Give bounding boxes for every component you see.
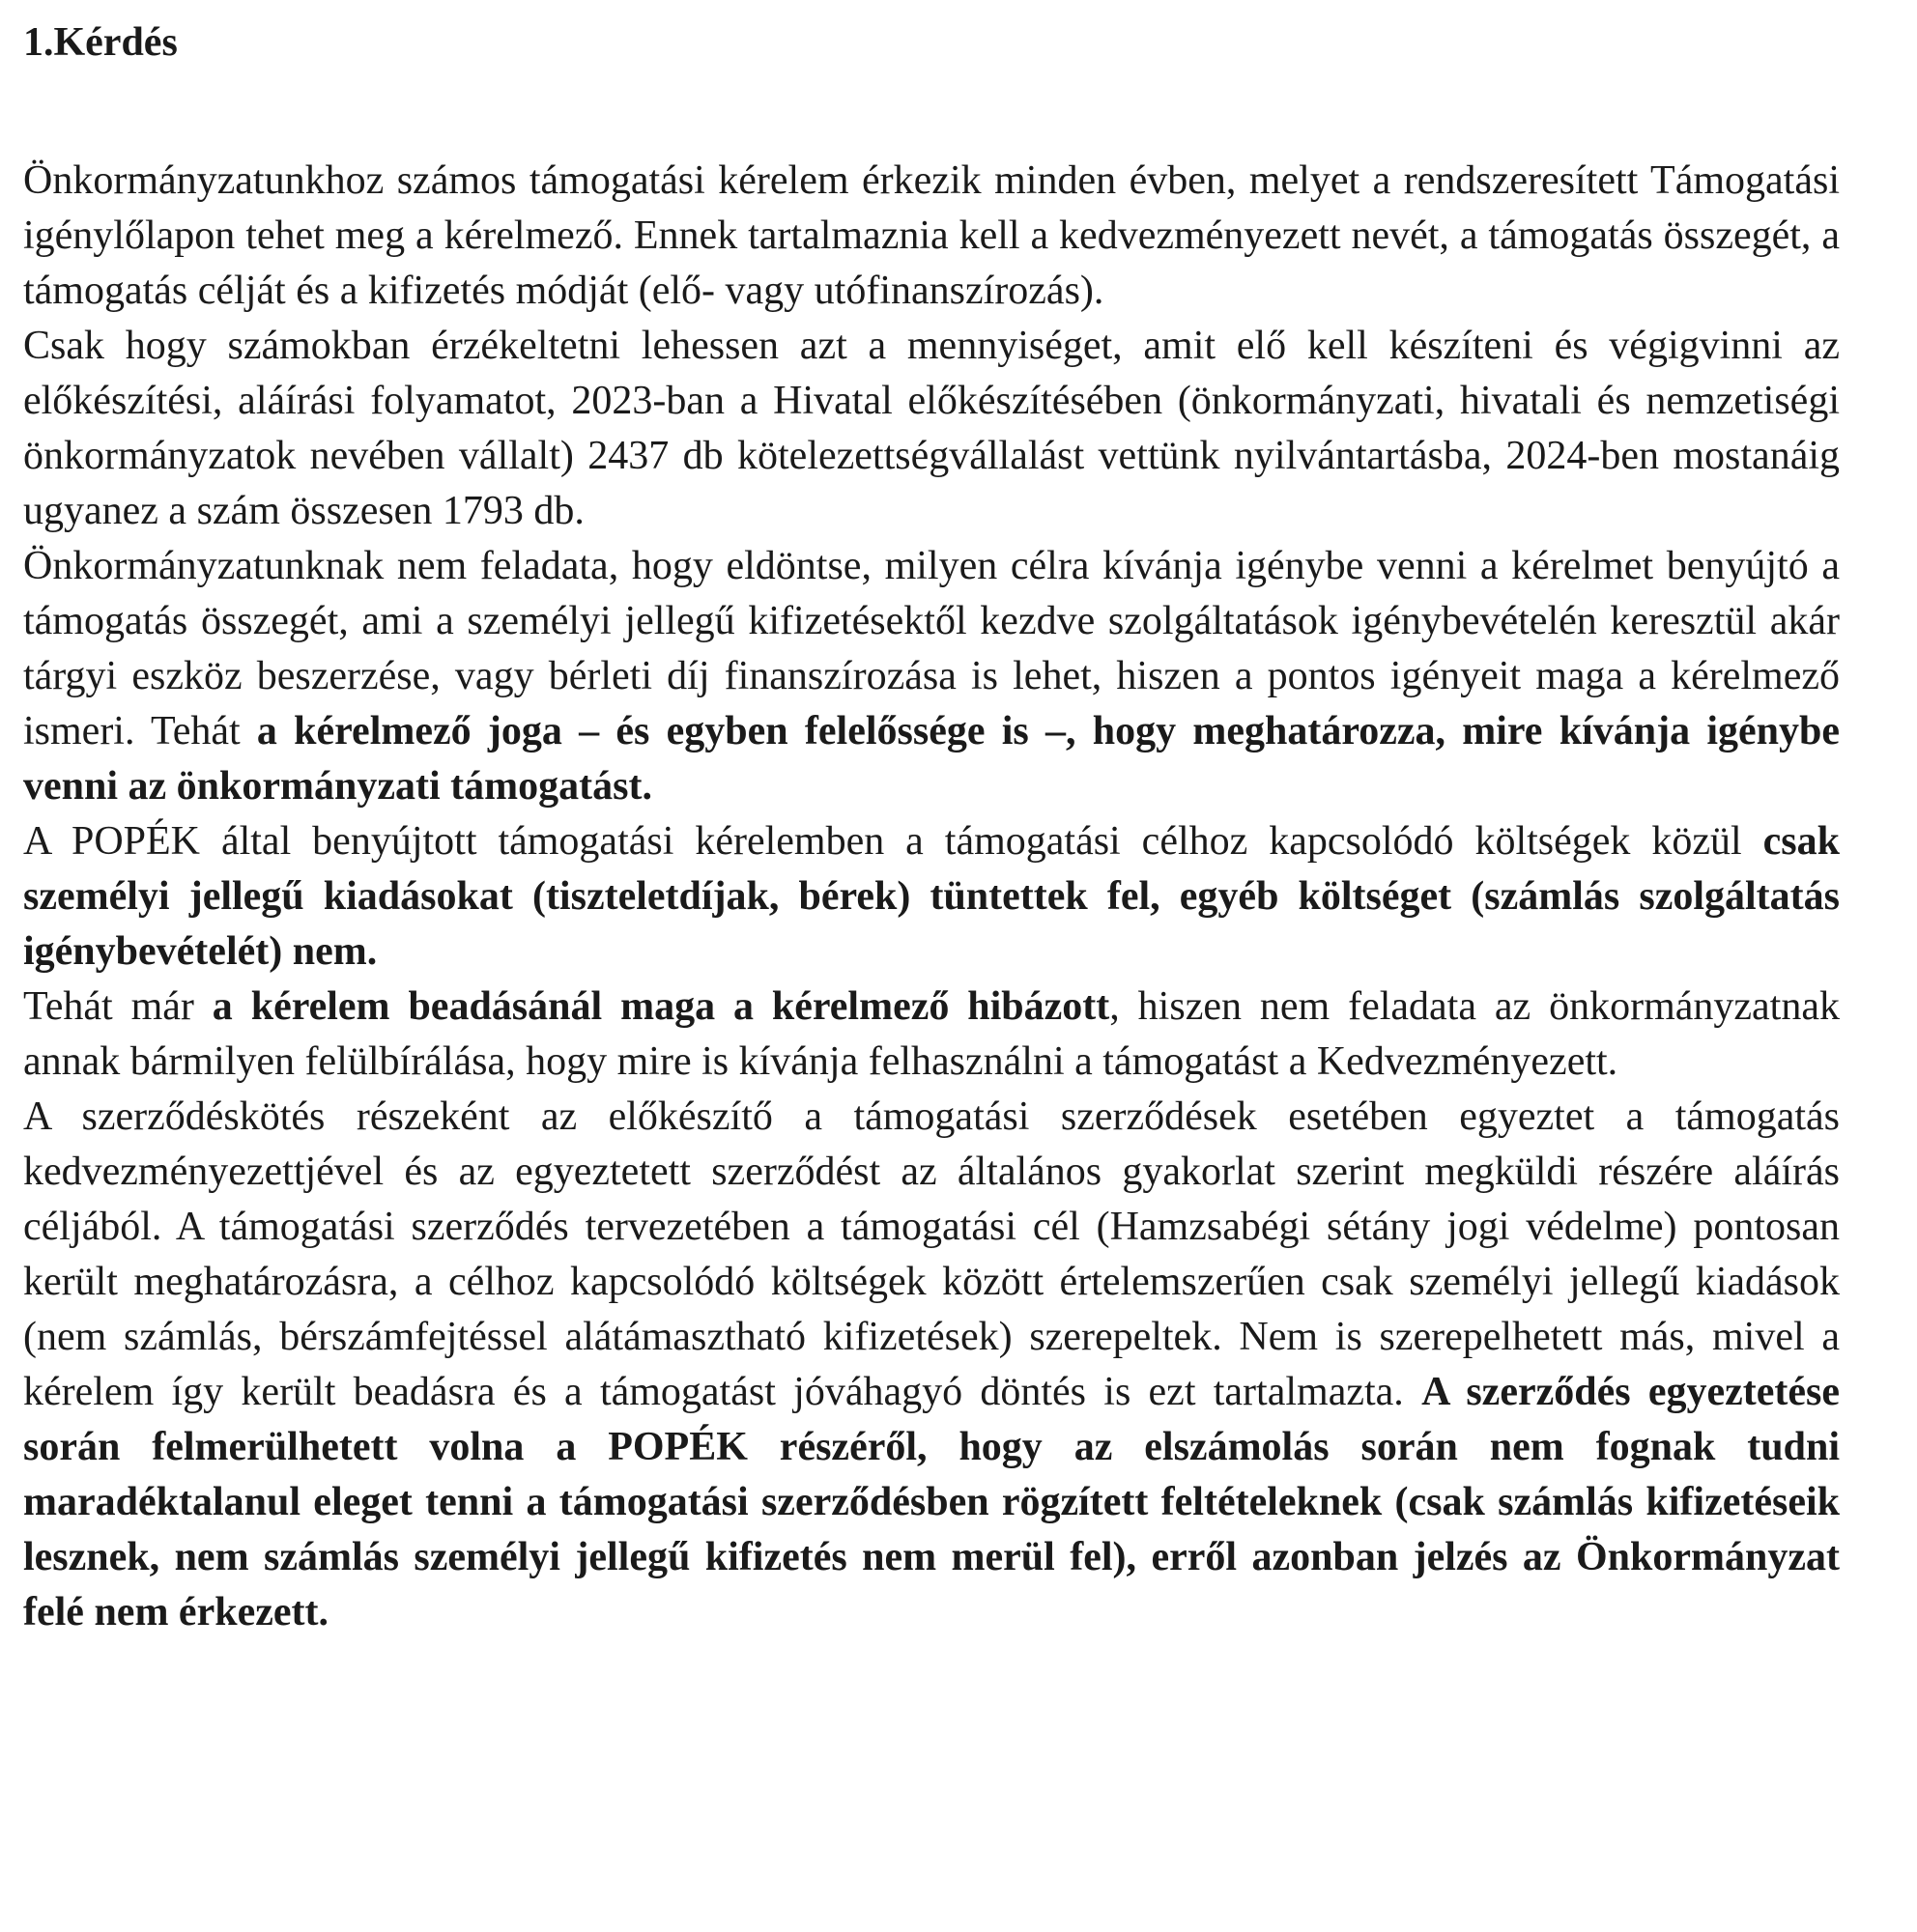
- paragraph-3-text: Önkormányzatunknak nem feladata, hogy eldöntse, milyen célra kívánja igénybe venni a kérelmet benyújtó a támogatás összegét, ami a személyi jellegű kifizetésektől kezdve szolgáltatások igénybevételén keresztül akár tárgyi eszköz beszerzése, vagy bérleti díj finanszírozása is lehet, hiszen a pontos igényeit maga a kérelmező ismeri. Tehát: [23, 544, 1840, 753]
- paragraph-5: [23, 980, 1840, 1090]
- paragraph-3: [23, 539, 1840, 814]
- paragraph-1-text: Önkormányzatunkhoz számos támogatási kérelem érkezik minden évben, melyet a rendszeresített Támogatási igénylőlapon tehet meg a kérelmező. Ennek tartalmaznia kell a kedvezményezett nevét, a támogatás összegét, a támogatás célját és a kifizetés módját (elő- vagy utófinanszírozás).: [23, 158, 1840, 313]
- paragraph-2-text: Csak hogy számokban érzékeltetni lehessen azt a mennyiséget, amit elő kell készíteni és végigvinni az előkészítési, aláírási folyamatot, 2023-ban a Hivatal előkészítésében (önkormányzati, hivatali és nemzetiségi önkormányzatok nevében vállalt) 2437 db kötelezettségvállalást vettünk nyilvántartásba, 2024-ben mostanáig ugyanez a szám összesen 1793 db.: [23, 324, 1840, 533]
- paragraph-4: [23, 814, 1840, 980]
- paragraph-3-bold-text: a kérelmező joga – és egyben felelőssége is –, hogy meghatározza, mire kívánja igénybe venni az önkormányzati támogatást.: [23, 709, 1841, 809]
- paragraph-4-bold-text: csak személyi jellegű kiadásokat (tiszteletdíjak, bérek) tüntettek fel, egyéb költséget (számlás szolgáltatás igénybevételét) nem.: [23, 819, 1840, 974]
- question-heading: 1.Kérdés: [23, 20, 178, 65]
- paragraph-6: [23, 1090, 1840, 1640]
- document-page: [23, 15, 1840, 1640]
- paragraph-2: [23, 319, 1840, 539]
- paragraph-5-text-a: Tehát már: [23, 984, 213, 1029]
- paragraph-5-text-b: , hiszen nem feladata az önkormányzatnak annak bármilyen felülbírálása, hogy mire is kívánja felhasználni a támogatást a Kedvezményezett.: [23, 984, 1840, 1084]
- paragraph-1: [23, 154, 1840, 319]
- paragraph-6-bold-text: A szerződés egyeztetése során felmerülhetett volna a POPÉK részéről, hogy az elszámolás során nem fognak tudni maradéktalanul eleget tenni a támogatási szerződésben rögzített feltételeknek (csak számlás kifizetéseik lesznek, nem számlás személyi jellegű kifizetés nem merül fel), erről azonban jelzés az Önkormányzat felé nem érkezett.: [23, 1370, 1841, 1634]
- paragraph-4-text: A POPÉK által benyújtott támogatási kérelemben a támogatási célhoz kapcsolódó költségek közül: [23, 819, 1763, 864]
- paragraph-6-text: A szerződéskötés részeként az előkészítő a támogatási szerződések esetében egyeztet a támogatás kedvezményezettjével és az egyeztetett szerződést az általános gyakorlat szerint megküldi részére aláírás céljából. A támogatási szerződés tervezetében a támogatási cél (Hamzsabégi sétány jogi védelme) pontosan került meghatározásra, a célhoz kapcsolódó költségek között értelemszerűen csak személyi jellegű kiadások (nem számlás, bérszámfejtéssel alátámasztható kifizetések) szerepeltek. Nem is szerepelhetett más, mivel a kérelem így került beadásra és a támogatást jóváhagyó döntés is ezt tartalmazta.: [23, 1094, 1840, 1414]
- paragraph-5-bold-text: a kérelem beadásánál maga a kérelmező hibázott: [212, 984, 1110, 1029]
